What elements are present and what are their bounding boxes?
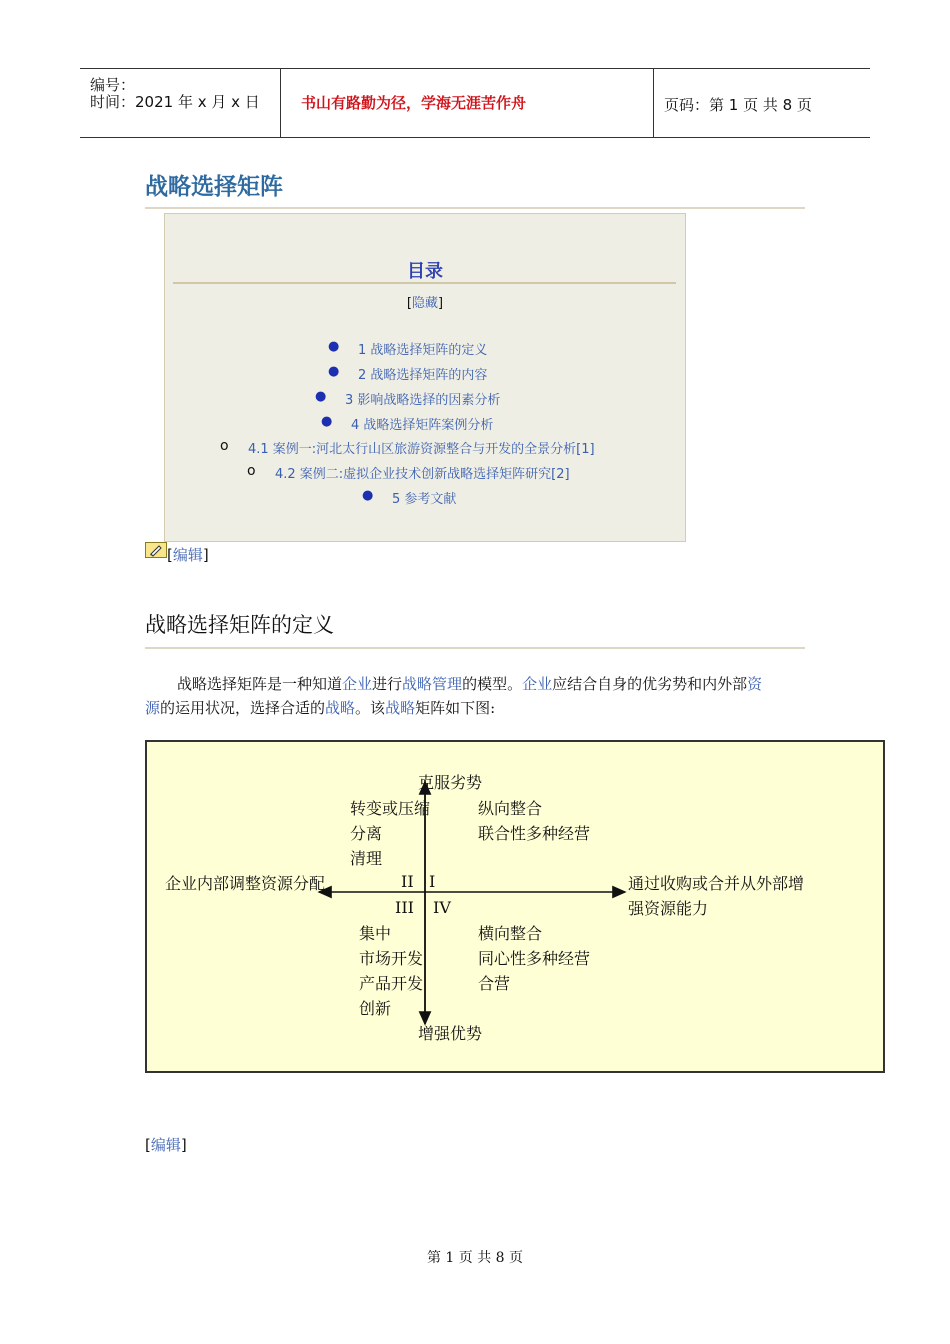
definition-para-line1: [177, 673, 762, 694]
q3-item-3: 产品开发: [359, 974, 424, 993]
page-footer: 第 1 页 共 8 页: [426, 1250, 524, 1266]
header-meta: [80, 69, 281, 137]
para-text: 的运用状况，选择合适的: [160, 699, 326, 717]
para-text: 矩阵如下图:: [415, 699, 496, 717]
q4-item-3: 合营: [478, 974, 511, 993]
link-strategy[interactable]: 战略: [325, 699, 356, 717]
definition-para-line2: [145, 697, 495, 718]
para-text: 战略选择矩阵是一种知道: [177, 675, 343, 693]
link-enterprise-2[interactable]: 企业: [522, 675, 553, 693]
link-resource-cont[interactable]: 源: [145, 699, 161, 717]
toc-item-4-1[interactable]: 4.1 案例一:河北太行山区旅游资源整合与开发的全景分析[1]: [248, 442, 595, 457]
axis-right-label-line2: 强资源能力: [628, 899, 709, 918]
q2-item-1: 转变或压缩: [350, 799, 431, 818]
toc-hide-link[interactable]: [隐藏]: [406, 296, 444, 311]
header-motto-cell: [281, 69, 654, 137]
page-title: 战略选择矩阵: [145, 174, 283, 200]
para-text: 的模型。: [462, 675, 523, 693]
link-strategy-2[interactable]: 战略: [385, 699, 416, 717]
q3-item-4: 创新: [359, 999, 392, 1018]
section-divider: [145, 647, 805, 649]
quadrant-i-label: I: [429, 872, 436, 891]
header-page-cell: [654, 69, 870, 137]
bullet-icon: ●: [315, 389, 327, 404]
q4-item-2: 同心性多种经营: [478, 949, 591, 968]
para-text: 进行: [372, 675, 403, 693]
bullet-icon: ●: [328, 339, 340, 354]
axis-top-label: 克服劣势: [418, 773, 483, 792]
q3-item-1: 集中: [359, 924, 392, 943]
page-info: 页码：第 1 页 共 8 页: [664, 96, 812, 114]
edit-link[interactable]: [167, 544, 209, 565]
para-text: 。该: [355, 699, 386, 717]
bullet-icon: ●: [321, 414, 333, 429]
q1-item-1: 纵向整合: [478, 799, 543, 818]
circle-bullet-icon: o: [247, 463, 256, 479]
number-label: 编号：: [90, 76, 136, 94]
quadrant-iv-label: IV: [433, 898, 451, 917]
date-label: 时间：2021 年 x 月 x 日: [90, 93, 260, 111]
q4-item-1: 横向整合: [478, 924, 543, 943]
link-enterprise[interactable]: 企业: [342, 675, 373, 693]
table-of-contents: [164, 213, 686, 542]
matrix-axes: [147, 742, 883, 1071]
bullet-icon: ●: [328, 364, 340, 379]
para-text: 应结合自身的优劣势和内外部: [552, 675, 748, 693]
q3-item-2: 市场开发: [359, 949, 424, 968]
edit-link-text[interactable]: [编辑]: [167, 546, 209, 564]
axis-left-label: 企业内部调整资源分配: [165, 874, 326, 893]
edit-link-2[interactable]: [145, 1134, 187, 1155]
q2-item-2: 分离: [350, 824, 383, 843]
toc-item-4-2[interactable]: 4.2 案例二:虚拟企业技术创新战略选择矩阵研究[2]: [275, 467, 570, 482]
toc-item-2[interactable]: 2 战略选择矩阵的内容: [358, 368, 488, 383]
q2-item-3: 清理: [350, 849, 383, 868]
circle-bullet-icon: o: [220, 438, 229, 454]
link-strategic-management[interactable]: 战略管理: [402, 675, 463, 693]
q1-item-2: 联合性多种经营: [478, 824, 591, 843]
toc-item-1[interactable]: 1 战略选择矩阵的定义: [358, 343, 488, 358]
title-divider: [145, 207, 805, 209]
toc-item-5[interactable]: 5 参考文献: [392, 492, 457, 507]
quadrant-iii-label: III: [395, 898, 414, 917]
strategy-matrix-diagram: [145, 740, 885, 1073]
link-resource[interactable]: 资: [747, 675, 763, 693]
toc-item-3[interactable]: 3 影响战略选择的因素分析: [345, 393, 501, 408]
axis-bottom-label: 增强优势: [418, 1024, 483, 1043]
quadrant-ii-label: II: [401, 872, 414, 891]
edit-link-text-2[interactable]: [编辑]: [145, 1136, 187, 1154]
bullet-icon: ●: [362, 488, 374, 503]
toc-item-4[interactable]: 4 战略选择矩阵案例分析: [351, 418, 494, 433]
toc-heading: 目录: [407, 261, 443, 282]
section-heading: 战略选择矩阵的定义: [145, 613, 334, 637]
page-header: [80, 68, 870, 138]
axis-right-label-line1: 通过收购或合并从外部增: [628, 874, 805, 893]
edit-pencil-icon[interactable]: [145, 542, 167, 558]
toc-divider: [173, 282, 676, 284]
motto: 书山有路勤为径，学海无涯苦作舟: [301, 94, 527, 112]
